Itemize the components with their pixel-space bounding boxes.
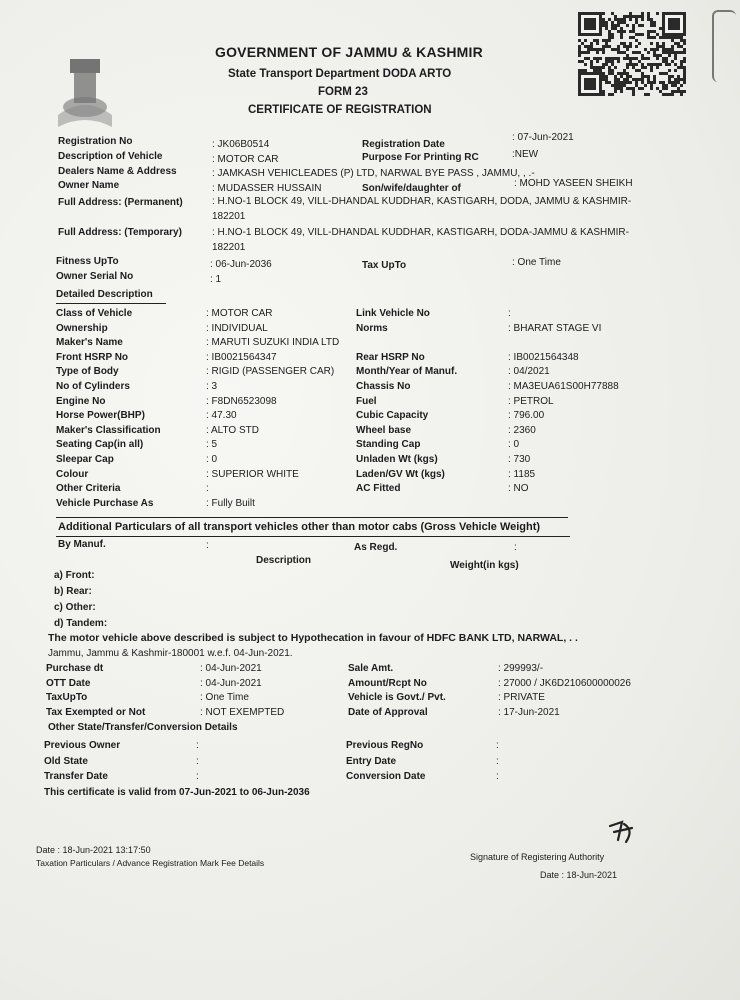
hypothecation-line1: The motor vehicle above described is subject to Hypothecation in favour of HDFC BANK LTD, NARWAL, . . [48,632,578,644]
purchase-rv: : 17-Jun-2021 [498,706,560,718]
detail-v: : RIGID (PASSENGER CAR) [206,366,335,378]
rear-label: b) Rear: [54,586,92,597]
son-of: : MOHD YASEEN SHEIKH [514,178,633,189]
permanent-address-line1: : H.NO-1 BLOCK 49, VILL-DHANDAL KUDDHAR, KASTIGARH, DODA, JAMMU & KASHMIR- [212,196,632,207]
weight-header: Weight(in kgs) [450,560,519,571]
detail-rv: : PETROL [508,395,554,407]
detail-v: : MOTOR CAR [206,308,273,319]
tax-label: Tax UpTo [362,260,407,271]
detail-rv: : BHARAT STAGE VI [508,322,602,334]
description-header: Description [256,555,312,566]
registration-date-label: Registration Date [362,139,445,150]
detail-rl: Unladen Wt (kgs) [356,454,438,465]
purchase-l: TaxUpTo [46,692,88,703]
detailed-description-label: Detailed Description [56,289,153,300]
detail-l: Maker's Name [56,337,123,349]
state-emblem-icon [50,55,120,135]
detail-rl: Month/Year of Manuf. [356,366,458,378]
transfer-l: Transfer Date [44,771,108,782]
detail-l: Front HSRP No [56,351,129,363]
signature-mark-icon [604,818,640,846]
hypothecation-line2: Jammu, Jammu & Kashmir-180001 w.e.f. 04-Jun-2021. [48,648,293,659]
as-regd-colon: : [514,542,517,553]
detail-rv: : 796.00 [508,410,545,422]
dealer-label: Dealers Name & Address [58,166,177,177]
transfer-v: : [196,771,199,782]
detail-rl: Wheel base [356,424,412,436]
detail-rv: : 730 [508,454,531,465]
description-label: Description of Vehicle [58,151,163,162]
other-label: c) Other: [54,602,96,613]
detail-rv: : [508,308,511,319]
permanent-address-line2: 182201 [212,211,246,222]
footer-taxation: Taxation Particulars / Advance Registration Mark Fee Details [36,858,265,868]
front-label: a) Front: [54,570,95,581]
tax: : One Time [512,257,561,268]
transfer-l: Previous Owner [44,740,121,751]
purchase-rl: Sale Amt. [348,663,394,674]
transfer-rv: : [496,740,499,751]
detail-l: Ownership [56,322,108,334]
detail-l: Engine No [56,395,106,407]
fitness-label: Fitness UpTo [56,256,119,267]
purpose-label: Purpose For Printing RC [362,152,479,163]
detail-rv: : 04/2021 [508,366,550,378]
detail-v: : Fully Built [206,497,255,509]
detail-v: : F8DN6523098 [206,395,277,407]
detail-v: : 0 [206,454,218,465]
detail-l: Type of Body [56,366,119,378]
temporary-address-label: Full Address: (Temporary) [58,227,182,238]
detail-rl: Chassis No [356,381,411,392]
detail-rl: Laden/GV Wt (kgs) [356,468,445,480]
qr-code-icon [578,12,686,96]
detail-rv: : 2360 [508,424,536,436]
registration-date: : 07-Jun-2021 [512,132,574,143]
owner-label: Owner Name [58,180,120,191]
transfer-rv: : [496,771,499,782]
fitness: : 06-Jun-2036 [210,259,272,270]
owner: : MUDASSER HUSSAIN [212,183,322,194]
header-department: State Transport Department DODA ARTO [228,68,452,80]
transfer-rl: Entry Date [346,755,397,767]
purchase-rl: Date of Approval [348,706,428,718]
header-certificate: CERTIFICATE OF REGISTRATION [248,104,432,116]
detail-v: : [206,483,209,495]
detail-rl: AC Fitted [356,483,401,495]
detail-rv: : IB0021564348 [508,351,579,363]
detail-rv: : 1185 [508,468,536,480]
detailed-description-underline [56,303,166,304]
transfer-rl: Conversion Date [346,771,426,782]
page-edge-fold [712,10,736,82]
detail-l: Colour [56,468,89,480]
owner-serial-label: Owner Serial No [56,271,134,282]
transfer-rv: : [496,755,499,767]
purchase-l: Tax Exempted or Not [46,706,146,718]
detail-rv: : MA3EUA61S00H77888 [508,381,619,392]
detail-rl: Fuel [356,395,377,407]
purchase-rv: : 299993/- [498,663,544,674]
dealer: : JAMKASH VEHICLEADES (P) LTD, NARWAL BYE PASS , JAMMU, , .- [212,168,535,179]
footer-date: Date : 18-Jun-2021 13:17:50 [36,845,151,855]
detail-l: Seating Cap(in all) [56,439,144,451]
detail-l: No of Cylinders [56,381,130,392]
validity-text: This certificate is valid from 07-Jun-2021 to 06-Jun-2036 [44,787,310,798]
purpose: :NEW [512,149,539,160]
detail-l: Other Criteria [56,483,121,495]
detail-v: : 47.30 [206,410,237,422]
header-government: GOVERNMENT OF JAMMU & KASHMIR [215,44,483,60]
by-manuf-colon: : [206,540,209,551]
purchase-rl: Amount/Rcpt No [348,677,427,689]
son-of-label: Son/wife/daughter of [362,183,461,194]
detail-v: : INDIVIDUAL [206,322,268,334]
purchase-v: : 04-Jun-2021 [200,663,262,674]
tandem-label: d) Tandem: [54,618,108,629]
signature-date: Date : 18-Jun-2021 [540,870,618,880]
purchase-v: : NOT EXEMPTED [200,706,285,718]
purchase-v: : One Time [200,692,249,703]
purchase-v: : 04-Jun-2021 [200,677,262,689]
temporary-address-line1: : H.NO-1 BLOCK 49, VILL-DHANDAL KUDDHAR, KASTIGARH, DODA-JAMMU & KASHMIR- [212,227,629,238]
detail-rv: : 0 [508,439,520,451]
detail-v: : 5 [206,439,218,451]
owner-serial: : 1 [210,274,222,285]
description: : MOTOR CAR [212,154,279,165]
temporary-address-line2: 182201 [212,242,246,253]
detail-v: : IB0021564347 [206,351,277,363]
detail-v: : MARUTI SUZUKI INDIA LTD [206,337,340,349]
detail-rl: Link Vehicle No [356,308,430,319]
purchase-rv: : PRIVATE [498,692,545,703]
detail-v: : SUPERIOR WHITE [206,468,299,480]
purchase-l: Purchase dt [46,663,104,674]
detail-v: : ALTO STD [206,424,259,436]
signature-label: Signature of Registering Authority [470,852,605,862]
detail-l: Horse Power(BHP) [56,410,145,422]
detail-rl: Norms [356,322,388,334]
additional-bottom-rule [56,536,570,537]
detail-v: : 3 [206,381,218,392]
detail-rl: Rear HSRP No [356,351,425,363]
registration-no-label: Registration No [58,136,133,147]
detail-rl: Standing Cap [356,439,421,451]
detail-rv: : NO [508,483,529,495]
transfer-v: : [196,740,199,751]
purchase-rl: Vehicle is Govt./ Pvt. [348,692,446,703]
detail-l: Maker's Classification [56,424,161,436]
detail-l: Vehicle Purchase As [56,497,154,509]
transfer-rl: Previous RegNo [346,740,424,751]
detail-l: Sleepar Cap [56,454,114,465]
detail-rl: Cubic Capacity [356,410,429,422]
header-form: FORM 23 [318,86,368,98]
transfer-title: Other State/Transfer/Conversion Details [48,722,238,733]
purchase-l: OTT Date [46,677,91,689]
as-regd-label: As Regd. [354,542,398,553]
additional-top-rule [56,517,568,518]
permanent-address-label: Full Address: (Permanent) [58,197,183,208]
additional-title: Additional Particulars of all transport vehicles other than motor cabs (Gross Vehicle Weight) [58,521,541,533]
transfer-l: Old State [44,755,88,767]
by-manuf-label: By Manuf. [58,539,106,550]
transfer-v: : [196,755,199,767]
purchase-rv: : 27000 / JK6D210600000026 [498,677,631,689]
detail-l: Class of Vehicle [56,308,133,319]
registration-no: : JK06B0514 [212,139,270,150]
